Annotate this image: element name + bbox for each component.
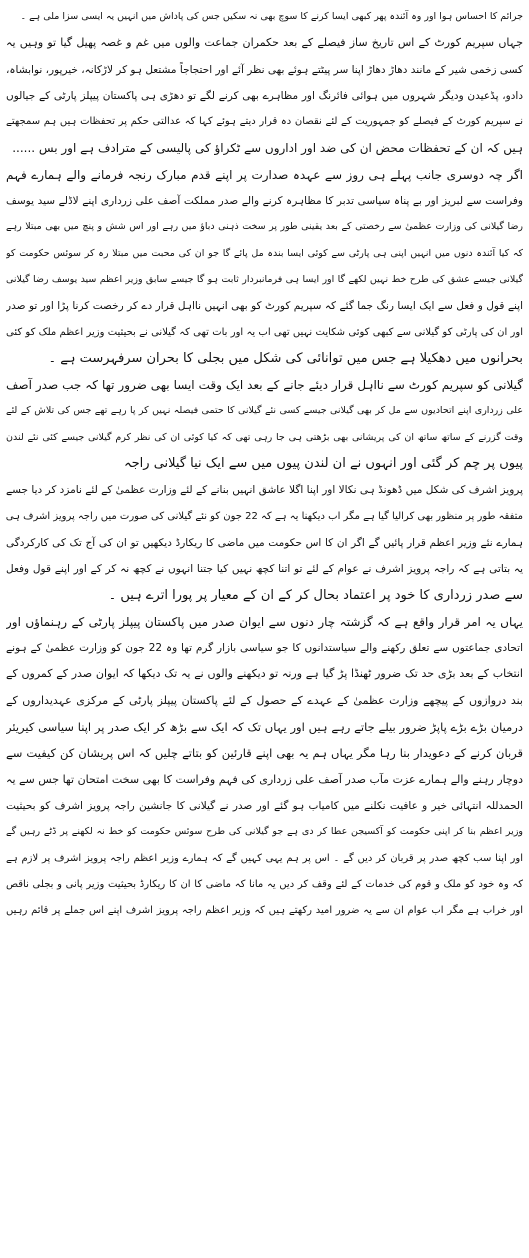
paragraph-6 [6, 609, 523, 925]
text-line: نے سپریم کورٹ کے فیصلے کو جمہوریت کے لئے نقصان دہ قرار دیتے ہوئے کہا کہ عدالتی حکم پر تحفظات ہیں ہم سمجھتے [6, 116, 523, 128]
text-line: گیلانی کو سپریم کورٹ سے نااہل قرار دیئے جانے کے بعد ایک وقت ایسا بھی ضرور تھا کہ جب صدر آصف [6, 378, 523, 393]
text-line: علی زرداری اپنے اتحادیوں سے مل کر بھی گیلانی جیسے کسی نئے گیلانی کا حتمی فیصلہ نہیں کر پا رہے تھے جس کی تلاش کے لئے [6, 405, 523, 417]
text-line: یہاں یہ امر قرار واقع ہے کہ گزشتہ چار دنوں سے ایوان صدر میں پاکستان پیپلز پارٹی کے رہنماؤں اور [6, 614, 523, 629]
paragraph-2 [6, 30, 523, 161]
text-line: پیوں پر چم کر گئی اور انہوں نے ان لندن پیوں میں سے ایک نیا گیلانی راجہ [124, 456, 523, 472]
text-line: دادو، پڈعیدن ودیگر شہروں میں ہوائی فائرنگ اور مظاہرے بھی کرنے لگے تو دھڑی ہی پاکستان پیپلز پارٹی کے جیالوں [6, 89, 523, 102]
text-line: وفراست سے لبریز اور بے پناہ سیاسی تدبر کا مظاہرہ کرنے والے صدر مملکت آصف علی زرداری اپنے لاڈلے سید یوسف [6, 195, 523, 208]
text-line: اور ان کی پارٹی کو گیلانی سے کبھی کوئی شکایت نہیں تھی اب یہ اور بات تھی کہ گیلانی نے بحیثیت وزیر اعظم ملک کو کئی [6, 326, 523, 338]
text-line: اتحادی جماعتوں سے تعلق رکھنے والے سیاستدانوں کا جو سیاسی بازار گرم تھا وہ 22 جون کو وزارت عظمیٰ کے ہونے [6, 642, 523, 655]
text-line: پرویز اشرف کی شکل میں ڈھونڈ ہی نکالا اور اپنا اگلا عاشق انہیں بنانے کے لئے وزارت عظمیٰ کے لئے نامزد کر دیا جسے [6, 484, 523, 497]
text-line: وزیر اعظم بنا کر اپنی حکومت کو آکسیجن عطا کر دی ہے جو گیلانی کی طرح سوئس حکومت کو خط نہ لکھنے پر ڈٹے رہیں گے [6, 826, 523, 838]
paragraph-5 [6, 477, 523, 608]
text-line: الحمدللہ انتہائی خیر و عافیت نکلنے میں کامیاب ہو گئے اور صدر نے گیلانی کا جانشین راجہ پرویز اشرف کو بحیثیت [6, 799, 523, 812]
text-line: یہ بتاتی ہے کہ راجہ پرویز اشرف نے عوام کے لئے تو اتنا کچھ نہیں کیا جتنا انہوں نے کچھ نہ کر کے اور اپنے قول وفعل [6, 563, 523, 576]
text-line: رضا گیلانی کی وزارت عظمیٰ سے رخصتی کے بعد یقینی طور پر سخت ذہنی دباؤ میں رہے اور اس شش و پنچ میں بھی مبتلا رہے [6, 221, 523, 233]
article-page [6, 4, 523, 1254]
text-line: متفقہ طور پر منظور بھی کرالیا گیا ہے مگر اب دیکھنا یہ ہے کہ 22 جون کو نئے گیلانی کی صورت میں راجہ پرویز اشرف ہی [6, 510, 523, 522]
text-line: بحرانوں میں دھکیلا ہے جس میں توانائی کی شکل میں بجلی کا بحران سرفہرست ہے ۔ [48, 350, 523, 366]
paragraph-1 [6, 4, 523, 30]
text-line: سے صدر زرداری کا خود پر اعتماد بحال کر کے ان کے معیار پر پورا اترے ہیں ۔ [108, 587, 523, 603]
text-line: ہمارے نئے وزیر اعظم قرار پائیں گے اگر ان کا اس حکومت میں ماضی کا ریکارڈ دیکھیں تو ان کی آج تک کی کارکردگی [6, 536, 523, 549]
text-line: کسی زخمی شیر کے مانند دھاڑ دھاڑ اپنا سر پیٹتے ہوئے بھی نظر آئے اور احتجاجاً مشتعل ہو کر لاڑکانہ، خیرپور، نوابشاہ، [6, 63, 523, 76]
text-line: وقت گزرنے کے ساتھ ساتھ ان کی پریشانی بھی بڑھتی ہی جا رہی تھی کہ کیا کوئی ان کی نظر کرم گیلانی جیسے کئی نئے لندن [6, 431, 523, 443]
paragraph-4 [6, 372, 523, 477]
text-line: قربان کرنے کے دعویدار بنا رہا مگر یہاں ہم یہ بھی اپنے قارئین کو بتاتے چلیں کہ اس پریشان کن کیفیت سے [6, 746, 523, 761]
text-line: درمیان بڑے بڑے پاپڑ ضرور بیلے جاتے رہے ہیں اور یہاں تک کہ ایک سے بڑھ کر ایک صدر پر اپنا سیاسی کیریئر [6, 720, 523, 735]
text-line: اگر چہ دوسری جانب پہلے ہی روز سے عہدہ صدارت پر اپنے قدم مبارک رنجہ فرمانے والے ہمارے فہم [6, 167, 523, 182]
text-line: کہ وہ خود کو ملک و قوم کی خدمات کے لئے وقف کر دیں یہ مانا کہ ماضی کا ان کا ریکارڈ بحیثیت وزیر پانی و بجلی ناقص [6, 878, 523, 890]
text-line: اور اپنا سب کچھ صدر پر قربان کر دیں گے ۔ اس پر ہم یہی کہیں گے کہ ہمارے وزیر اعظم راجہ پرویز اشرف پر لازم ہے [6, 852, 523, 864]
paragraph-3 [6, 162, 523, 372]
text-line: جرائم کا احساس ہوا اور وہ آئندہ پھر کبھی ایسا کرنے کا سوچ بھی نہ سکیں جس کی پاداش میں انہیں یہ ایسی سزا ملی ہے ۔ [20, 11, 523, 22]
text-line: اپنے قول و فعل سے ایک ایسا رنگ جما گئے کہ سپریم کورٹ کو بھی انہیں نااہل قرار دے کر رخصت کرنا پڑا اور تو صدر [6, 300, 523, 313]
text-line: جہاں سپریم کورٹ کے اس تاریخ ساز فیصلے کے بعد حکمران جماعت والوں میں غم و غصہ پھیل گیا تو وہیں یہ [6, 36, 523, 50]
text-line: بند دروازوں کے پیچھے وزارت عظمیٰ کے عہدے کے حصول کے لئے پاکستان پیپلز پارٹی کے مرکزی عہدیداروں کے [6, 693, 523, 707]
text-line: گیلانی جیسے عشق کی طرح خط نہیں لکھے گا اور ایسا ہی فرمانبردار ثابت ہو گا جیسے سابق وزیر اعظم سید یوسف رضا گیلانی [6, 273, 523, 285]
text-line: اور خراب ہے مگر اب عوام ان سے یہ ضرور امید رکھتے ہیں کہ وزیر اعظم راجہ پرویز اشرف اپنے اس جملے پر قائم رہیں [6, 905, 523, 917]
text-line: کہ کیا آئندہ دنوں میں انہیں اپنی ہی پارٹی سے کوئی ایسا بندہ مل پائے گا جو ان کی محبت میں مبتلا رہ کر سوئس حکومت کو [6, 247, 523, 259]
text-line: ہیں کہ ان کے تحفظات محض ان کی ضد اور اداروں سے ٹکراؤ کی پالیسی کے مترادف ہے اور بس ...... [12, 141, 523, 156]
text-line: انتخاب کے بعد بڑی حد تک ضرور ٹھنڈا پڑ گیا ہے ورنہ تو دیکھنے والوں نے یہ تک دیکھا کہ ایوان صدر کے کمروں کے [6, 667, 523, 681]
text-line: دوچار رہنے والے ہمارے عزت مآب صدر آصف علی زرداری کی فہم وفراست کا بھی سخت امتحان تھا جس سے یہ [6, 772, 523, 786]
